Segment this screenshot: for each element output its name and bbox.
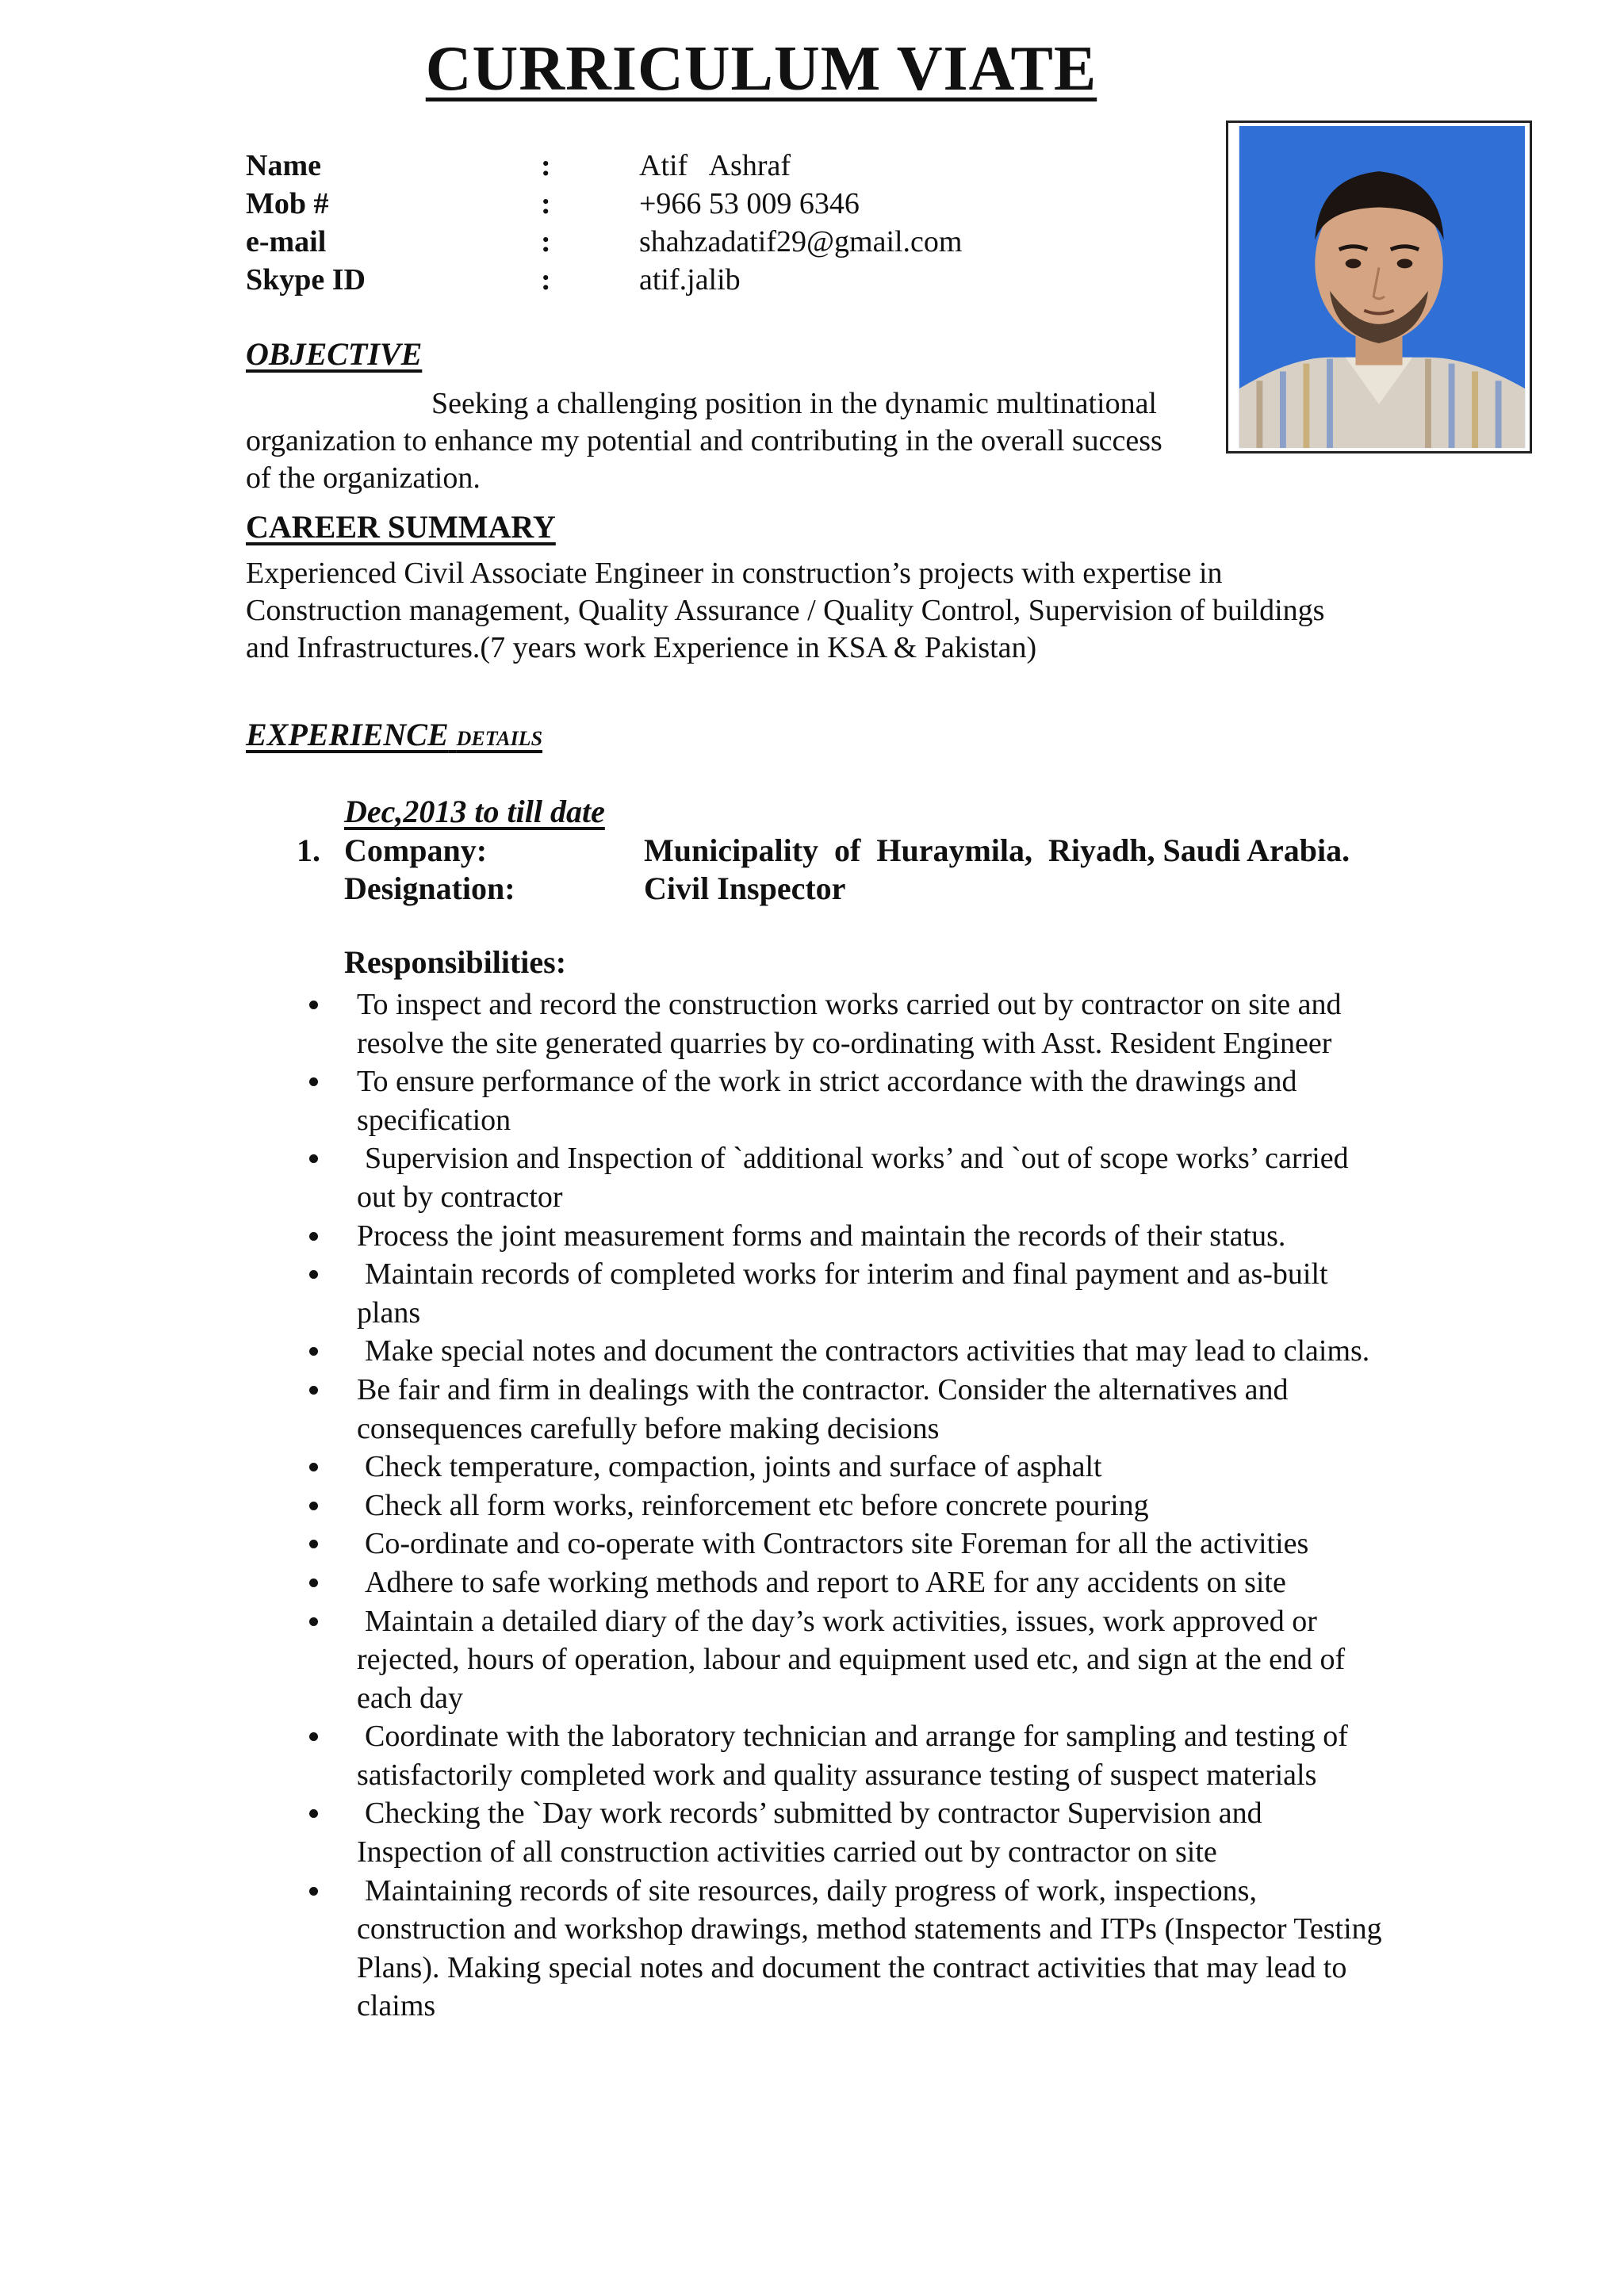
experience-heading [246, 716, 542, 753]
bullet-icon [309, 1502, 318, 1510]
responsibility-text: Be fair and firm in dealings with the contractor. Consider the alternatives and consequences carefully before making decisions [357, 1372, 1289, 1445]
list-item [297, 1563, 1391, 1602]
list-item [297, 1794, 1391, 1871]
bullet-icon [309, 1232, 318, 1241]
bullet-icon [309, 1386, 318, 1395]
contact-colon: : [541, 225, 551, 258]
job-date: Dec,2013 to till date [344, 794, 605, 829]
bullet-icon [309, 1617, 318, 1626]
objective-body: Seeking a challenging position in the dynamic multinational organization to enhance my potential and contributing in the overall success of the organization. [246, 387, 1162, 495]
experience-heading-main: EXPERIENCE [246, 717, 449, 752]
responsibility-text: Maintain a detailed diary of the day’s work activities, issues, work approved or rejected, hours of operation, labour and equipment used etc, and sign at the end of each day [357, 1604, 1346, 1715]
responsibility-text: Maintaining records of site resources, daily progress of work, inspections, construction and workshop drawings, method statements and ITPs (Inspector Testing Plans). Making special notes and document the contract activities that may lead to claims [357, 1873, 1382, 2023]
responsibility-text: Make special notes and document the contractors activities that may lead to claims. [365, 1334, 1370, 1368]
list-item [297, 1487, 1391, 1525]
responsibility-text: To ensure performance of the work in strict accordance with the drawings and specification [357, 1065, 1297, 1137]
contact-colon: : [541, 187, 551, 220]
responsibilities-label: Responsibilities: [344, 944, 567, 980]
career-summary-text: Experienced Civil Associate Engineer in construction’s projects with expertise in Construction management, Quality Assurance / Quality Control, Supervision of buildings and Infrastructures.(7 years work Experience in KSA & Pakistan) [246, 557, 1325, 664]
list-item [297, 1139, 1391, 1216]
bullet-icon [309, 1154, 318, 1163]
job-company-row [344, 832, 1350, 869]
list-item [297, 1371, 1391, 1448]
responsibility-text: Checking the `Day work records’ submitted by contractor Supervision and Inspection of all construction activities carried out by contractor on site [357, 1797, 1262, 1869]
job-designation-row [344, 870, 846, 907]
list-item [297, 1717, 1391, 1794]
bullet-icon [309, 1001, 318, 1009]
bullet-icon [309, 1463, 318, 1471]
responsibility-text: Supervision and Inspection of `additional works’ and `out of scope works’ carried out by contractor [357, 1142, 1349, 1214]
responsibility-text: Coordinate with the laboratory technician and arrange for sampling and testing of satisfactorily completed work and quality assurance testing of suspect materials [357, 1720, 1348, 1792]
list-item [297, 1062, 1391, 1139]
bullet-icon [309, 1809, 318, 1818]
bullet-icon [309, 1540, 318, 1548]
contact-value: +966 53 009 6346 [639, 187, 860, 220]
company-label: Company: [344, 832, 488, 868]
portrait-illustration [1228, 123, 1530, 451]
bullet-icon [309, 1732, 318, 1741]
contact-label: Mob # [246, 187, 329, 220]
job-number: 1. [297, 832, 320, 868]
objective-heading: OBJECTIVE [246, 336, 423, 372]
list-item [297, 1525, 1391, 1563]
responsibility-text: Co-ordinate and co-operate with Contractors site Foreman for all the activities [365, 1527, 1309, 1561]
responsibility-text: Check temperature, compaction, joints and surface of asphalt [365, 1450, 1102, 1484]
profile-photo [1226, 121, 1532, 453]
contact-label: Name [246, 149, 321, 182]
list-item [297, 1602, 1391, 1718]
bullet-icon [309, 1270, 318, 1279]
bullet-icon [309, 1077, 318, 1086]
responsibilities-list [297, 985, 1391, 2026]
contact-value: shahzadatif29@gmail.com [639, 225, 963, 258]
responsibility-text: Adhere to safe working methods and report to ARE for any accidents on site [365, 1565, 1286, 1599]
contact-value: Atif Ashraf [639, 149, 791, 182]
bullet-icon [309, 1887, 318, 1896]
designation-label: Designation: [344, 871, 515, 906]
list-item [297, 1255, 1391, 1332]
list-item [297, 985, 1391, 1062]
list-item [297, 1332, 1391, 1371]
objective-text [246, 385, 1182, 497]
contact-label: e-mail [246, 225, 327, 258]
responsibility-text: Check all form works, reinforcement etc before concrete pouring [365, 1488, 1149, 1522]
responsibility-text: Process the joint measurement forms and maintain the records of their status. [357, 1219, 1286, 1253]
career-summary-heading: CAREER SUMMARY [246, 509, 556, 545]
designation-value: Civil Inspector [644, 871, 846, 906]
company-value: Municipality of Huraymila, Riyadh, Saudi Arabia. [644, 832, 1350, 868]
contact-colon: : [541, 263, 551, 297]
document-title: CURRICULUM VIATE [425, 34, 1097, 104]
experience-heading-sub: DETAILS [456, 727, 543, 750]
list-item [297, 1872, 1391, 2026]
contact-value: atif.jalib [639, 263, 741, 297]
bullet-icon [309, 1578, 318, 1587]
bullet-icon [309, 1347, 318, 1356]
responsibility-text: To inspect and record the construction works carried out by contractor on site and resolve the site generated quarries by co-ordinating with Asst. Resident Engineer [357, 988, 1342, 1060]
contact-label: Skype ID [246, 263, 366, 297]
responsibility-text: Maintain records of completed works for interim and final payment and as-built plans [357, 1257, 1328, 1330]
list-item [297, 1217, 1391, 1256]
contact-colon: : [541, 149, 551, 182]
list-item [297, 1448, 1391, 1487]
